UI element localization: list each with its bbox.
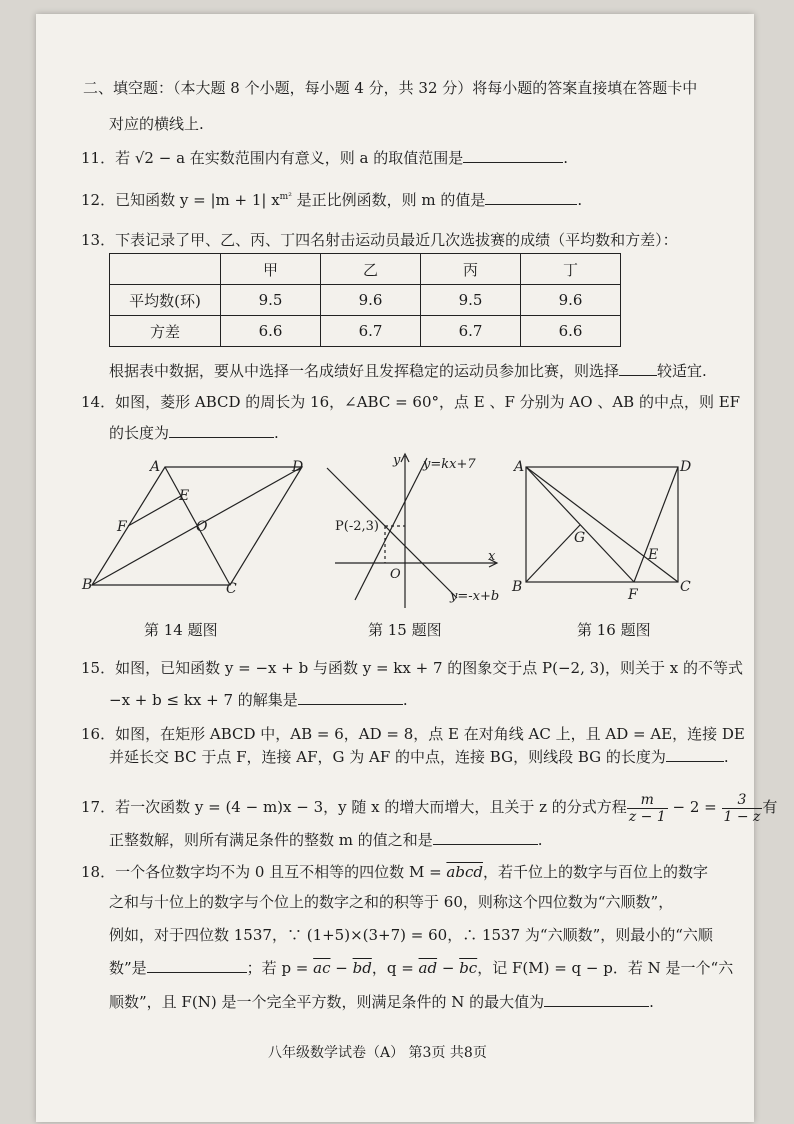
table-cell: 9.5 xyxy=(221,285,321,316)
question-text: 已知函数 y = |m + 1| x xyxy=(115,191,280,209)
section-title: 二、填空题：（本大题 8 个小题，每小题 4 分，共 32 分）将每小题的答案直接填在答题卡中 xyxy=(83,79,698,97)
diagonal-ac xyxy=(526,467,678,582)
label-e: E xyxy=(179,488,190,504)
label-y-neg-x-b: y=-x+b xyxy=(450,589,500,604)
question-12: 12．已知函数 y = |m + 1| $x^{m^2}$ 是正比例函数，则 m 的值是 . xyxy=(81,191,583,209)
question-text: 若 √2 − a 在实数范围内有意义，则 a 的取值范围是 xyxy=(115,149,464,167)
label-d: D xyxy=(292,459,304,475)
figure-14-rhombus xyxy=(80,455,310,605)
question-text: 下表记录了甲、乙、丙、丁四名射击运动员最近几次选拔赛的成绩（平均数和方差）： xyxy=(115,231,678,249)
table-header: 丁 xyxy=(521,254,621,285)
table-cell: 6.6 xyxy=(221,316,321,347)
answer-blank xyxy=(666,747,724,762)
answer-blank xyxy=(147,958,247,973)
question-15 xyxy=(81,658,743,678)
question-18-line-4: 数”是 ；若 $p = \overline{ac} - \overline{bd}$，$q = \overline{ad} - \overline{bc}$，记 F(M) = q − p．若 N 是一个“六 xyxy=(109,959,734,977)
question-number: 15． xyxy=(81,659,116,677)
figure-15-caption: 第 15 题图 xyxy=(368,621,442,639)
answer-blank xyxy=(298,690,403,705)
table-cell: 9.6 xyxy=(521,285,621,316)
question-number: 14． xyxy=(81,393,116,411)
page-footer: 八年级数学试卷（A） 第3页 共8页 xyxy=(268,1045,487,1061)
figure-14-caption: 第 14 题图 xyxy=(144,621,218,639)
segment-bg xyxy=(526,525,580,582)
label-b: B xyxy=(82,577,93,593)
segment-ef xyxy=(128,496,181,526)
label-c: C xyxy=(226,581,237,597)
question-16-line-2: 并延长交 BC 于点 F，连接 AF，G 为 AF 的中点，连接 BG，则线段 BG 的长度为 . xyxy=(109,748,729,766)
figure-15-graph xyxy=(325,448,510,613)
question-text: 若一次函数 y = (4 − m)x − 3，y 随 x 的增大而增大，且关于 z 的分式方程 xyxy=(115,798,627,816)
answer-blank xyxy=(169,423,274,438)
label-y-kx-7: y=kx+7 xyxy=(423,457,476,472)
question-text: 如图，在矩形 ABCD 中，AB = 6，AD = 8，点 E 在对角线 AC 上，且 AD = AE，连接 DE xyxy=(115,725,745,743)
fraction-m-over-z-1: $\frac{m}{z - 1}$ xyxy=(628,791,666,825)
table-cell: 6.6 xyxy=(521,316,621,347)
question-13 xyxy=(81,230,678,250)
answer-blank xyxy=(485,190,577,205)
label-a: A xyxy=(150,459,161,475)
figure-16-rectangle xyxy=(510,455,705,605)
score-table xyxy=(109,253,621,347)
table-header-row xyxy=(110,254,621,285)
row-label: 方差 xyxy=(110,316,221,347)
axis-label-x: x xyxy=(488,549,496,564)
question-number: 17． xyxy=(81,798,116,816)
label-c: C xyxy=(680,579,691,595)
label-d: D xyxy=(680,459,692,475)
question-13-follow-up: 根据表中数据，要从中选择一名成绩好且发挥稳定的运动员参加比赛，则选择 较适宜. xyxy=(109,362,707,380)
table-header: 丙 xyxy=(421,254,521,285)
table-cell: 6.7 xyxy=(421,316,521,347)
label-g: G xyxy=(574,530,586,546)
label-b: B xyxy=(512,579,523,595)
label-f: F xyxy=(117,519,127,535)
table-cell: 6.7 xyxy=(321,316,421,347)
question-18: 18．一个各位数字均不为 0 且互不相等的四位数 M = abcd，若千位上的数字与百位上的数字 xyxy=(81,863,708,881)
table-row xyxy=(110,316,621,347)
question-number: 18． xyxy=(81,863,116,881)
question-14 xyxy=(81,392,740,412)
question-text: 如图，已知函数 y = −x + b 与函数 y = kx + 7 的图象交于点 P(−2, 3)，则关于 x 的不等式 xyxy=(115,659,744,677)
answer-blank xyxy=(433,830,538,845)
question-number: 13． xyxy=(81,231,116,249)
answer-blank xyxy=(463,148,563,163)
table-header: 甲 xyxy=(221,254,321,285)
axis-label-y: y xyxy=(393,453,401,468)
question-14-line-2: 的长度为 . xyxy=(109,424,279,442)
row-label: 平均数(环) xyxy=(110,285,221,316)
overline-abcd: abcd xyxy=(446,863,483,881)
question-11: 11．若 √2 − a 在实数范围内有意义，则 a 的取值范围是 . xyxy=(81,149,569,167)
table-cell: 9.6 xyxy=(321,285,421,316)
question-text: 如图，菱形 ABCD 的周长为 16，∠ABC = 60°，点 E 、F 分别为 AO 、AB 的中点，则 EF xyxy=(115,393,741,411)
question-number: 12． xyxy=(81,191,116,209)
label-origin: O xyxy=(390,567,401,582)
question-number: 11． xyxy=(81,149,116,167)
question-number: 16． xyxy=(81,725,116,743)
question-17-line-2: 正整数解，则所有满足条件的整数 m 的值之和是 . xyxy=(109,831,543,849)
table-header: 乙 xyxy=(321,254,421,285)
label-point-p: P(-2,3) xyxy=(335,519,379,534)
question-18-line-3: 例如，对于四位数 1537，∵ (1+5)×(3+7) = 60，∴ 1537 为“六顺数”，则最小的“六顺 xyxy=(109,926,713,944)
question-18-line-2: 之和与十位上的数字与个位上的数字之和的积等于 60，则称这个四位数为“六顺数”， xyxy=(109,893,674,911)
table-row xyxy=(110,285,621,316)
question-17: 17．若一次函数 y = (4 − m)x − 3，y 随 x 的增大而增大，且关于 z 的分式方程 $\frac{m}{z - 1}$ − 2 = $\frac{3}{1 - z}$ 有 xyxy=(81,791,778,825)
question-15-line-2: −x + b ≤ kx + 7 的解集是 . xyxy=(109,691,408,709)
label-o: O xyxy=(196,519,208,535)
answer-blank xyxy=(544,992,649,1007)
figure-16-caption: 第 16 题图 xyxy=(577,621,651,639)
label-a: A xyxy=(514,459,525,475)
question-18-line-5: 顺数”，且 F(N) 是一个完全平方数，则满足条件的 N 的最大值为 . xyxy=(109,993,654,1011)
question-16 xyxy=(81,724,745,744)
label-f: F xyxy=(628,587,638,603)
answer-blank xyxy=(619,361,657,376)
section-title-continued: 对应的横线上. xyxy=(109,115,204,133)
table-cell: 9.5 xyxy=(421,285,521,316)
fraction-3-over-1-z: $\frac{3}{1 - z}$ xyxy=(723,791,761,825)
label-e: E xyxy=(648,547,659,563)
